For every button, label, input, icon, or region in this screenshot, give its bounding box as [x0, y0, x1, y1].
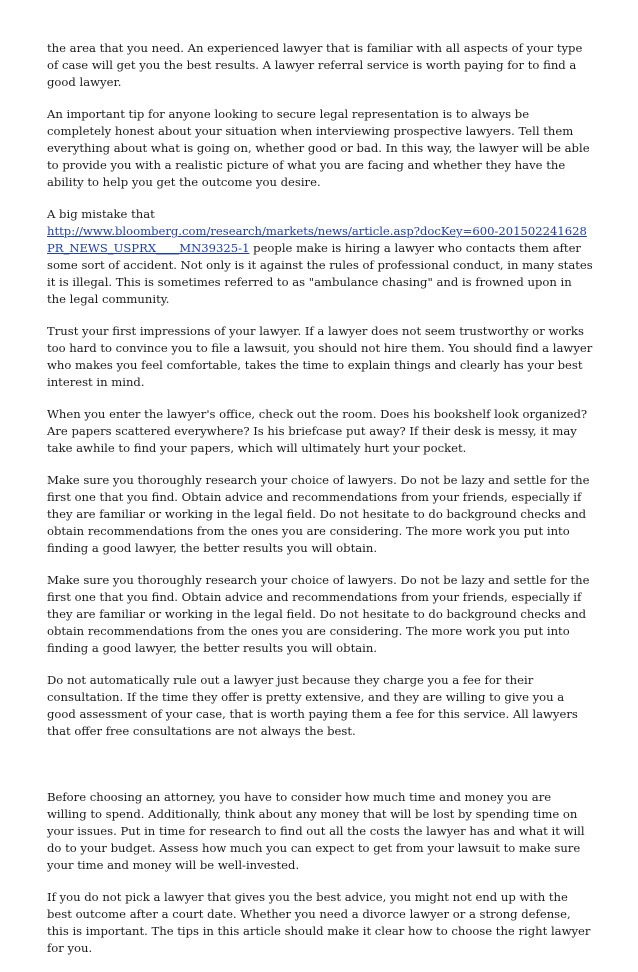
paragraph-1: the area that you need. An experienced lawyer that is familiar with all aspects of your type of case will get you the best results. A lawyer referral service is worth paying for to find a good lawyer.	[47, 41, 583, 89]
paragraph-9: Before choosing an attorney, you have to consider how much time and money you are willing to spend. Additionally, think about any money that will be lost by spending time on your issues. Put in time for research to find out all the costs the lawyer has and what it will do to your budget. Assess how much you can expect to get from your lawsuit to make sure your time and money will be well-invested.	[47, 790, 585, 872]
paragraph-8: Do not automatically rule out a lawyer just because they charge you a fee for their consultation. If the time they offer is pretty extensive, and they are willing to give you a good assessment of your case, that is worth paying them a fee for this service. All lawyers that offer free consultations are not always the best.	[47, 673, 578, 738]
paragraph-6: Make sure you thoroughly research your choice of lawyers. Do not be lazy and settle for the first one that you find. Obtain advice and recommendations from your friends, especially if they are familiar or working in the legal field. Do not hesitate to do background checks and obtain recommendations from the ones you are considering. The more work you put into finding a good lawyer, the better results you will obtain.	[47, 473, 590, 555]
paragraph-7: Make sure you thoroughly research your choice of lawyers. Do not be lazy and settle for the first one that you find. Obtain advice and recommendations from your friends, especially if they are familiar or working in the legal field. Do not hesitate to do background checks and obtain recommendations from the ones you are considering. The more work you put into finding a good lawyer, the better results you will obtain.	[47, 573, 590, 655]
paragraph-3-lead: A big mistake that	[47, 207, 155, 221]
paragraph-3	[47, 206, 593, 308]
paragraph-4: Trust your first impressions of your lawyer. If a lawyer does not seem trustworthy or works too hard to convince you to file a lawsuit, you should not hire them. You should find a lawyer who makes you feel comfortable, takes the time to explain things and clearly has your best interest in mind.	[47, 324, 593, 389]
paragraph-2: An important tip for anyone looking to secure legal representation is to always be completely honest about your situation when interviewing prospective lawyers. Tell them everything about what is going on, whether good or bad. In this way, the lawyer will be able to provide you with a realistic picture of what you are facing and whether they have the ability to help you get the outcome you desire.	[47, 107, 590, 189]
paragraph-10: If you do not pick a lawyer that gives you the best advice, you might not end up with the best outcome after a court date. Whether you need a divorce lawyer or a strong defense, this is important. The tips in this article should make it clear how to choose the right lawyer for you.	[47, 890, 591, 955]
paragraph-3-tail: people make is hiring a lawyer who contacts them after some sort of accident. Not only is it against the rules of professional conduct, in many states it is illegal. This is sometimes referred to as "ambulance chasing" and is frowned upon in the legal community.	[47, 241, 593, 306]
document-page	[47, 40, 593, 972]
bloomberg-article-link[interactable]: http://www.bloomberg.com/research/markets/news/article.asp?docKey=600-201502241628PR_NEWS_USPRX____MN39325-1	[47, 224, 587, 255]
paragraph-5: When you enter the lawyer's office, check out the room. Does his bookshelf look organized? Are papers scattered everywhere? Is his briefcase put away? If their desk is messy, it may take awhile to find your papers, which will ultimately hurt your pocket.	[47, 407, 588, 455]
